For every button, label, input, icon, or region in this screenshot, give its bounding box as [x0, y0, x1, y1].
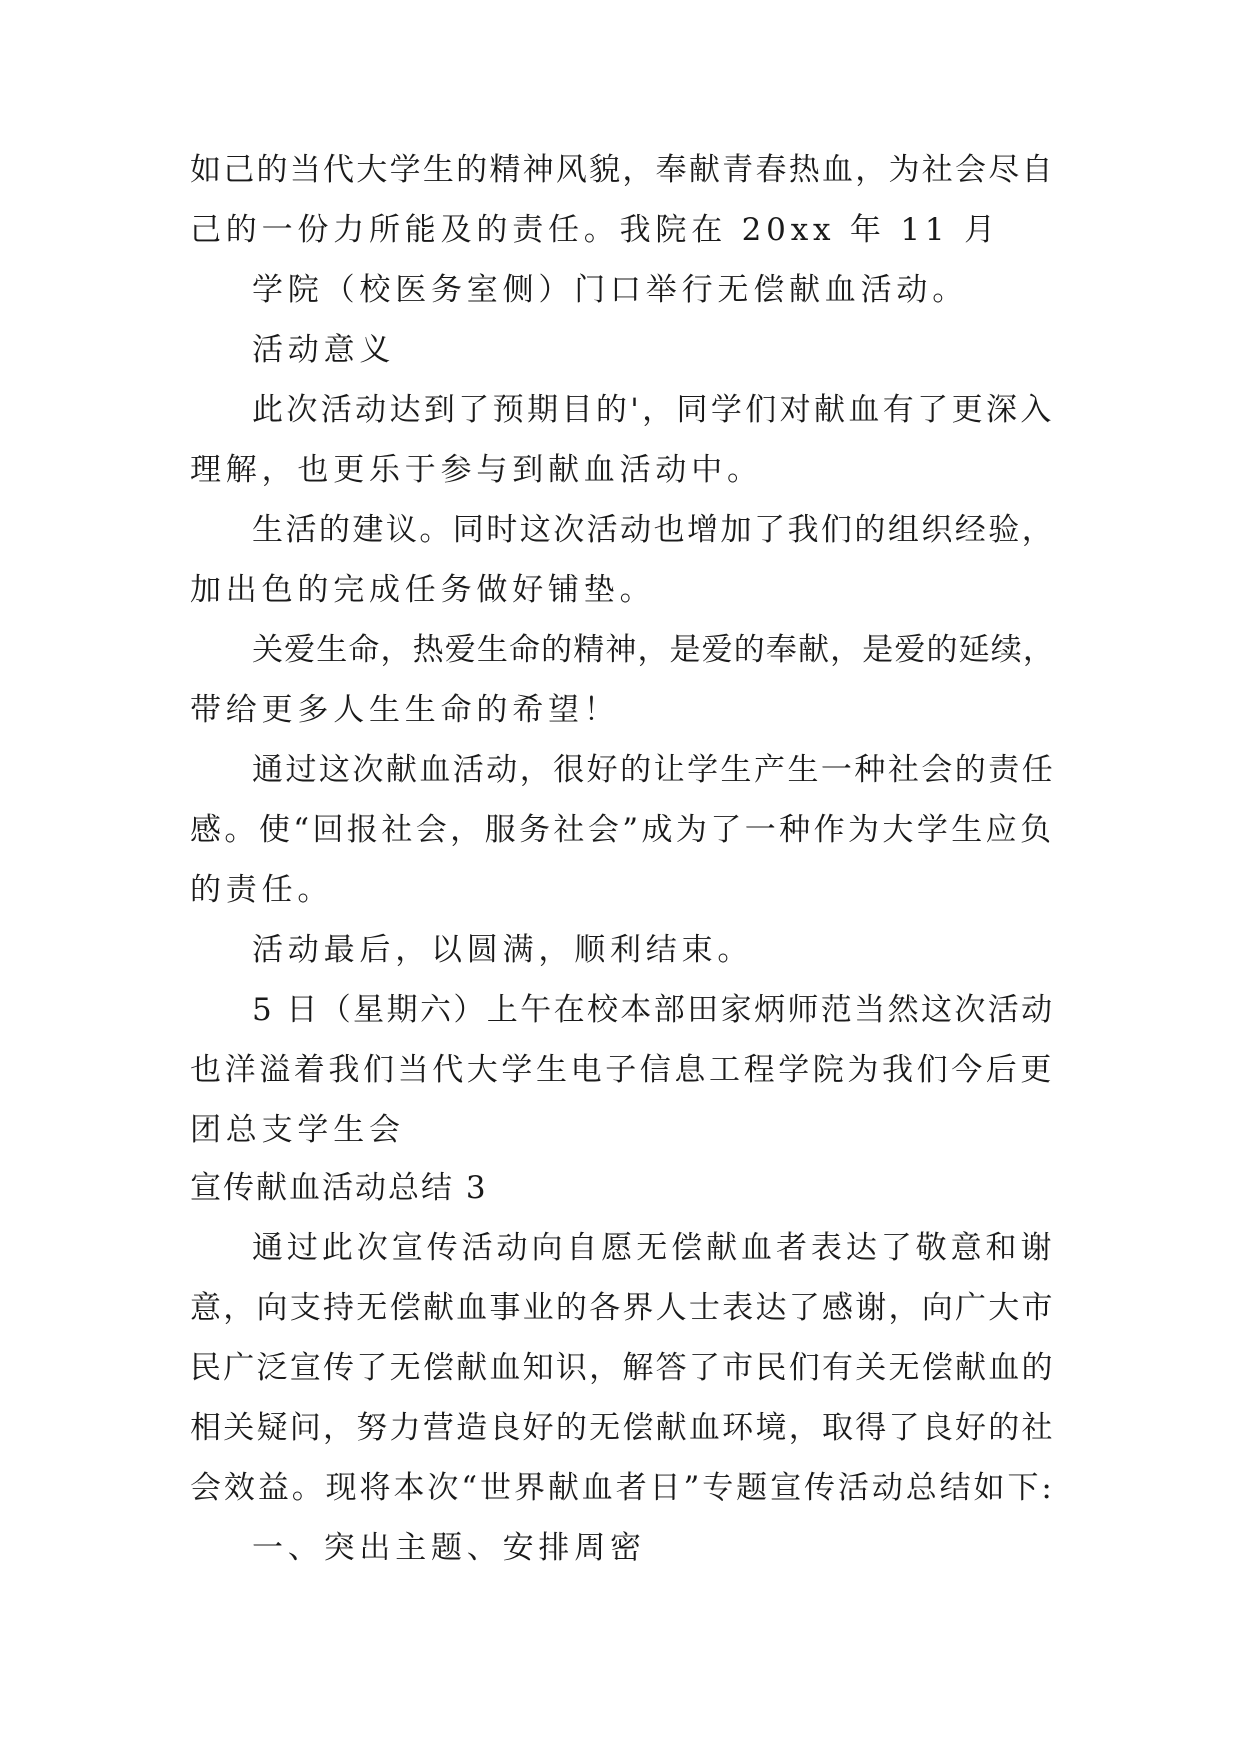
- text-line: 带给更多人生生命的希望！: [190, 692, 620, 728]
- text-line: 活动最后，以圆满，顺利结束。: [252, 932, 754, 968]
- text-line: 理解，也更乐于参与到献血活动中。: [190, 452, 763, 488]
- text-line: 团总支学生会: [190, 1112, 405, 1148]
- text-line: 意，向支持无偿献血事业的各界人士表达了感谢，向广大市: [190, 1290, 1055, 1326]
- text-line: 5 日（星期六）上午在校本部田家炳师范当然这次活动: [252, 992, 1055, 1028]
- text-line: 会效益。现将本次“世界献血者日”专题宣传活动总结如下:: [190, 1470, 1055, 1506]
- text-line: 感。使“回报社会，服务社会”成为了一种作为大学生应负: [190, 812, 1055, 848]
- text-line: 生活的建议。同时这次活动也增加了我们的组织经验，: [252, 512, 1056, 548]
- text-line: 关爱生命，热爱生命的精神，是爱的奉献，是爱的延续，: [252, 632, 1055, 668]
- text-line: 通过这次献血活动，很好的让学生产生一种社会的责任: [252, 752, 1056, 788]
- text-line: 通过此次宣传活动向自愿无偿献血者表达了敬意和谢: [252, 1230, 1056, 1266]
- text-line: 民广泛宣传了无偿献血知识，解答了市民们有关无偿献血的: [190, 1350, 1055, 1386]
- text-line: 如己的当代大学生的精神风貌，奉献青春热血，为社会尽自: [190, 152, 1055, 188]
- text-line: 学院（校医务室侧）门口举行无偿献血活动。: [252, 272, 968, 308]
- text-line: 的责任。: [190, 872, 334, 908]
- section-heading: 活动意义: [252, 332, 396, 368]
- text-line: 相关疑问，努力营造良好的无偿献血环境，取得了良好的社: [190, 1410, 1055, 1446]
- section-title: 宣传献血活动总结 3: [190, 1170, 488, 1206]
- text-line: 己的一份力所能及的责任。我院在 20xx 年 11 月: [190, 212, 1000, 248]
- text-line: 加出色的完成任务做好铺垫。: [190, 572, 656, 608]
- section-heading: 一、突出主题、安排周密: [252, 1530, 646, 1566]
- text-line: 也洋溢着我们当代大学生电子信息工程学院为我们今后更: [190, 1052, 1055, 1088]
- text-line: 此次活动达到了预期目的'，同学们对献血有了更深入: [252, 392, 1055, 428]
